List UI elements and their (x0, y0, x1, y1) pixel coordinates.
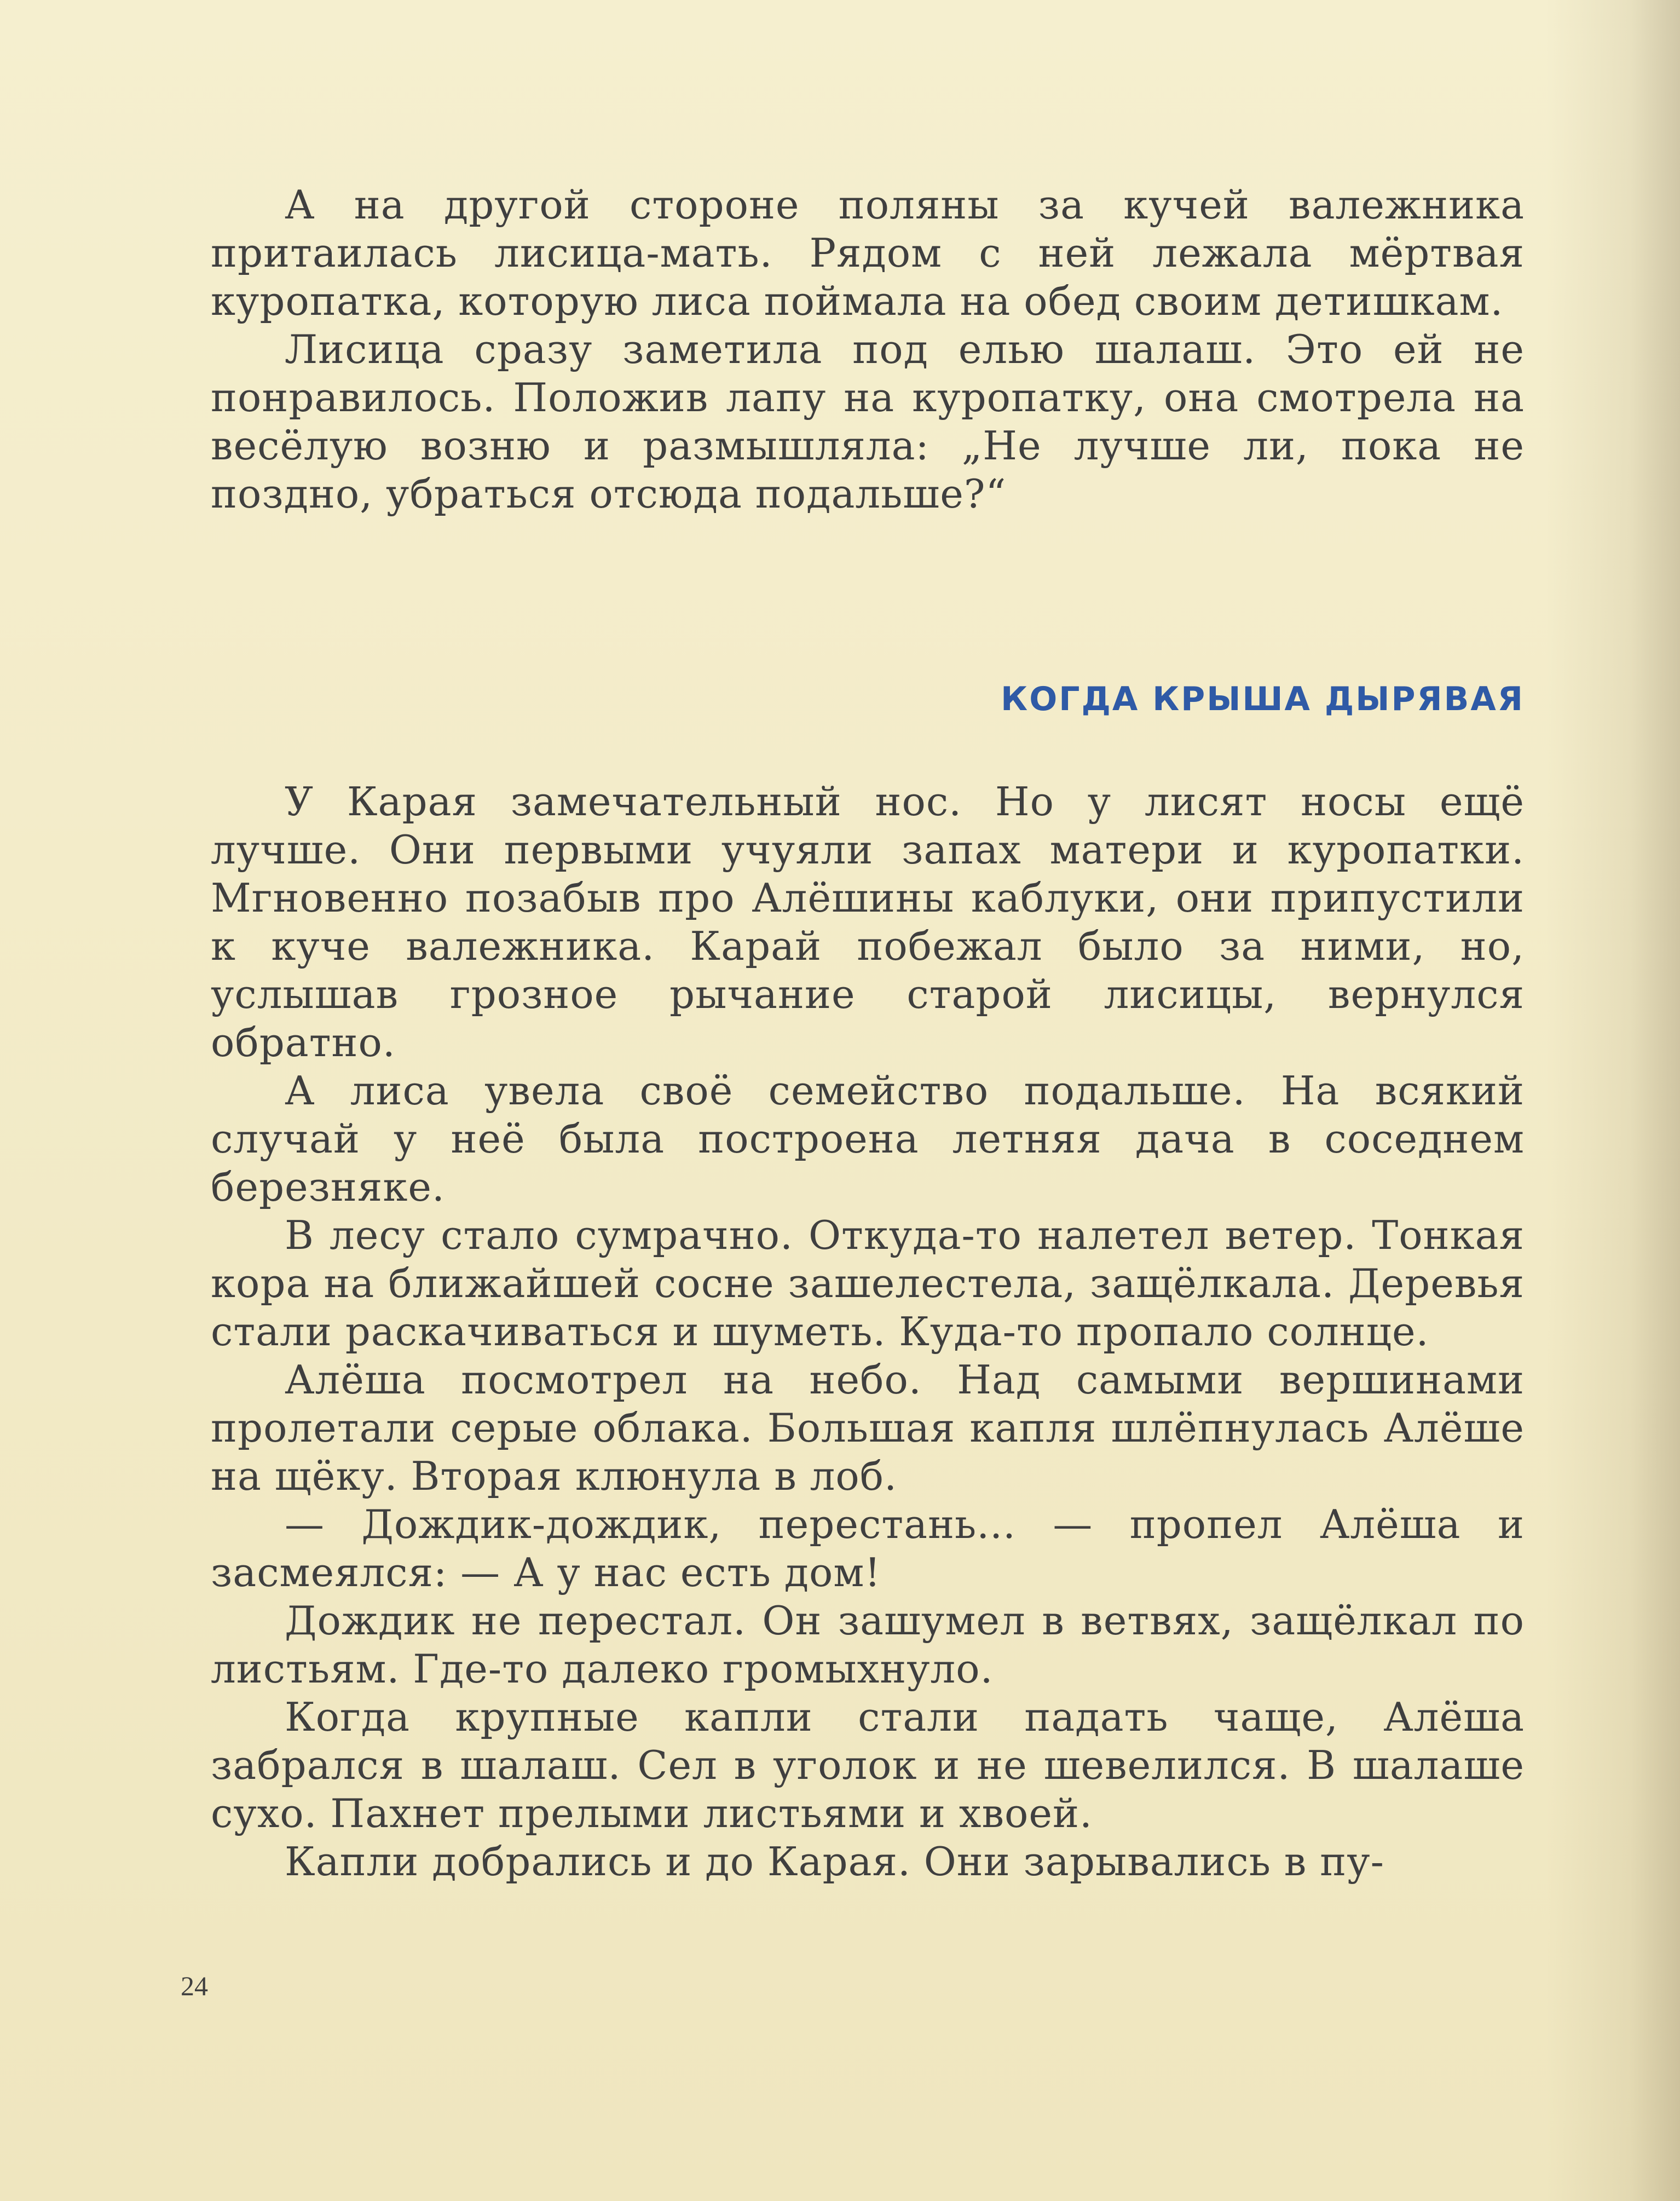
paragraph: В лесу стало сумрачно. Откуда-то налетел ветер. Тонкая кора на ближайшей сосне зашелестела, защёлкала. Деревья стали раскачиваться и шуметь. Куда-то пропало солнце. (211, 1212, 1525, 1355)
section-heading: КОГДА КРЫША ДЫРЯВАЯ (1001, 680, 1525, 718)
paragraph: А на другой стороне поляны за кучей валежника притаилась лисица-мать. Рядом с ней лежала мёртвая куропатка, которую лиса поймала на обед своим детишкам. (211, 182, 1525, 324)
paragraph: Дождик не перестал. Он зашумел в ветвях, защёлкал по листьям. Где-то далеко громыхнуло. (211, 1598, 1525, 1692)
paragraph: Лисица сразу заметила под елью шалаш. Это ей не понравилось. Положив лапу на куропатку, она смотрела на весёлую возню и размышляла: „Не лучше ли, пока не поздно, убраться отсюда подальше?“ (211, 326, 1525, 517)
paragraph: Когда крупные капли стали падать чаще, Алёша забрался в шалаш. Сел в уголок и не шевелился. В шалаше сухо. Пахнет прелыми листьями и хвоей. (211, 1694, 1525, 1836)
paragraph: Алёша посмотрел на небо. Над самыми вершинами пролетали серые облака. Большая капля шлёпнулась Алёше на щёку. Вторая клюнула в лоб. (211, 1357, 1525, 1499)
top-text-block (211, 181, 1525, 518)
section-text-block (211, 777, 1525, 1886)
paragraph: А лиса увела своё семейство подальше. На всякий случай у неё была построена летняя дача в соседнем березняке. (211, 1068, 1525, 1210)
paragraph: Капли добрались и до Карая. Они зарывались в пу- (285, 1839, 1384, 1885)
page-number: 24 (181, 1970, 208, 2001)
paragraph: — Дождик-дождик, перестань... — пропел Алёша и засмеялся: — А у нас есть дом! (211, 1501, 1525, 1595)
paragraph: У Карая замечательный нос. Но у лисят носы ещё лучше. Они первыми учуяли запах матери и куропатки. Мгновенно позабыв про Алёшины каблуки, они припустили к куче валежника. Карай побежал было за ними, но, услышав грозное рычание старой лисицы, вернулся обратно. (211, 779, 1525, 1065)
